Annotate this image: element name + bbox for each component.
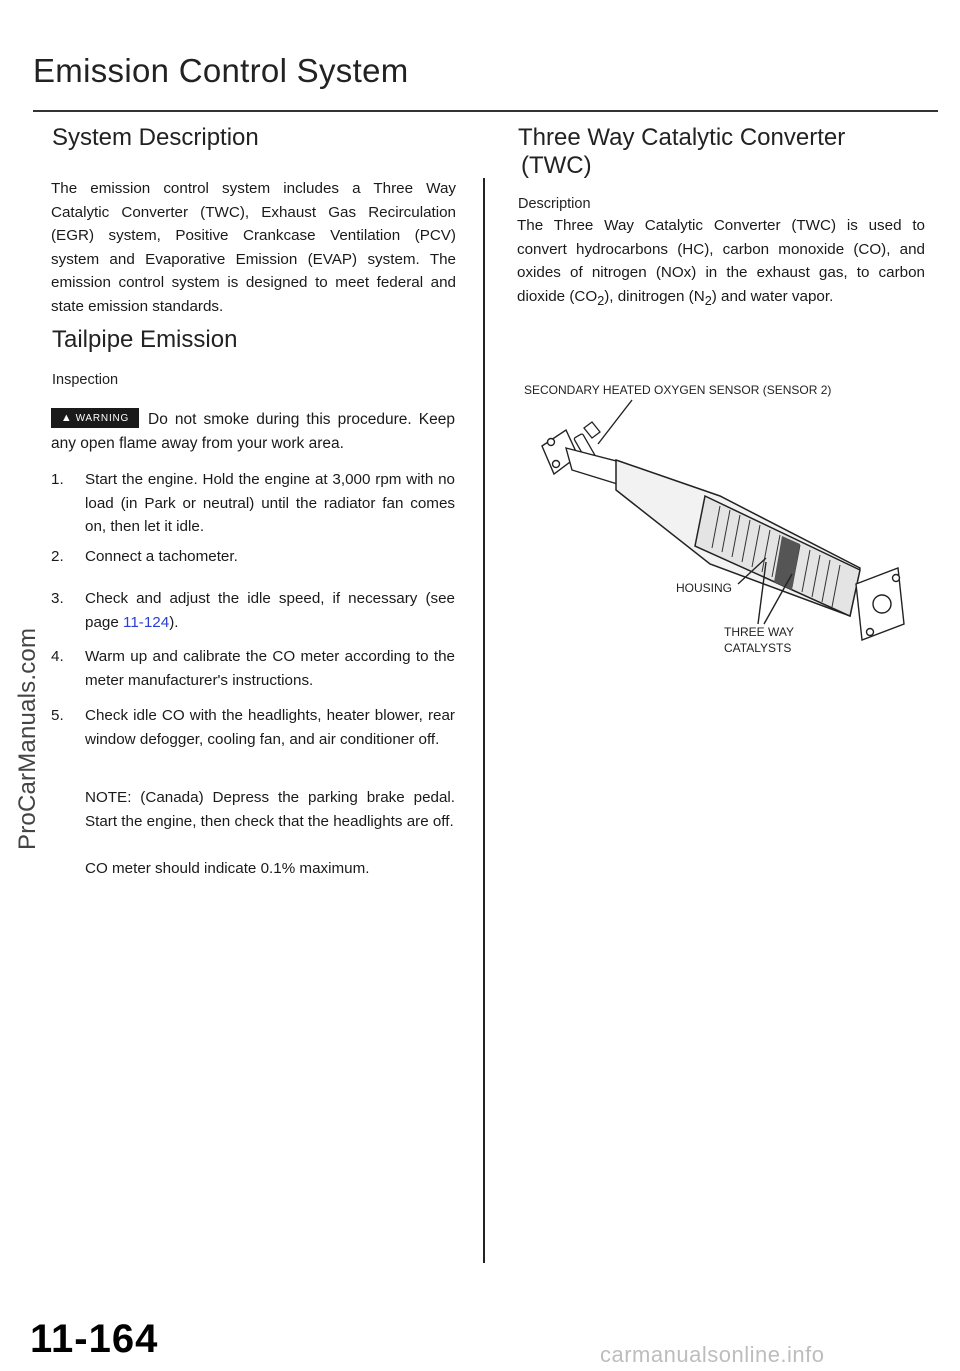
column-divider (483, 178, 485, 1263)
catalysts-label-line2: CATALYSTS (724, 641, 792, 655)
step-2 (51, 545, 455, 569)
step-number: 1. (51, 471, 64, 488)
inspection-subheading: Inspection (52, 372, 119, 388)
catalysts-label-line1: THREE WAY (724, 625, 795, 639)
step-4 (51, 645, 455, 692)
step-text: Check idle CO with the headlights, heater blower, rear window defogger, cooling fan, and air conditioner off. (85, 707, 455, 748)
step-text: Warm up and calibrate the CO meter according to the meter manufacturer's instructions. (85, 648, 455, 689)
side-watermark: ProCarManuals.com (14, 627, 41, 850)
note-text: NOTE: (Canada) Depress the parking brake pedal. Start the engine, then check that the headlights are off. (85, 789, 455, 830)
step-text: Connect a tachometer. (85, 548, 238, 565)
step-text: Check and adjust the idle speed, if necessary (see page 11-124). (85, 590, 455, 631)
sensor-leader-line (598, 400, 632, 444)
system-description-body: The emission control system includes a Three Way Catalytic Converter (TWC), Exhaust Gas Recirculation (EGR) system, Positive Crankcase Ventilation (PCV) system and Evaporative Emission (EVAP) system. The emission control system is designed to meet federal and state emission standards. (51, 180, 456, 315)
step-text: Start the engine. Hold the engine at 3,000 rpm with no load (in Park or neutral) until the radiator fan comes on, then let it idle. (85, 471, 455, 535)
step-5 (51, 704, 455, 751)
result-text: CO meter should indicate 0.1% maximum. (85, 860, 370, 877)
sensor-label: SECONDARY HEATED OXYGEN SENSOR (SENSOR 2) (524, 383, 832, 397)
tailpipe-emission-heading: Tailpipe Emission (52, 326, 238, 353)
twc-description-body: The Three Way Catalytic Converter (TWC) is used to convert hydrocarbons (HC), carbon monoxide (CO), and oxides of nitrogen (NOx) in the exhaust gas, to carbon dioxide $(CO_2)$, dinitrogen $(N_2)$ and water vapor. (517, 217, 925, 308)
bottom-watermark: carmanualsonline.info (600, 1342, 825, 1367)
twc-heading: Three Way Catalytic Converter (TWC) (518, 124, 846, 179)
warning-badge (51, 408, 139, 428)
page-link[interactable]: 11-124 (123, 613, 170, 631)
step-number: 4. (51, 648, 64, 665)
warning-triangle-icon: ▲ (60, 412, 73, 424)
warning-badge-label: WARNING (75, 412, 130, 424)
step-3 (51, 587, 455, 634)
title-divider (33, 110, 938, 112)
step-number: 3. (51, 590, 64, 607)
warning-text: Do not smoke during this procedure. Keep any open flame away from your work area. (51, 411, 455, 452)
housing-label: HOUSING (676, 581, 733, 595)
step-1 (51, 468, 455, 539)
system-description-heading: System Description (52, 124, 259, 151)
step-number: 2. (51, 548, 64, 565)
step-number: 5. (51, 707, 64, 724)
outlet-flange (856, 568, 904, 640)
page-number: 11-164 (30, 1317, 159, 1361)
page-title: Emission Control System (33, 52, 409, 89)
twc-description-subheading: Description (518, 196, 591, 212)
catalytic-converter-diagram (520, 378, 920, 668)
